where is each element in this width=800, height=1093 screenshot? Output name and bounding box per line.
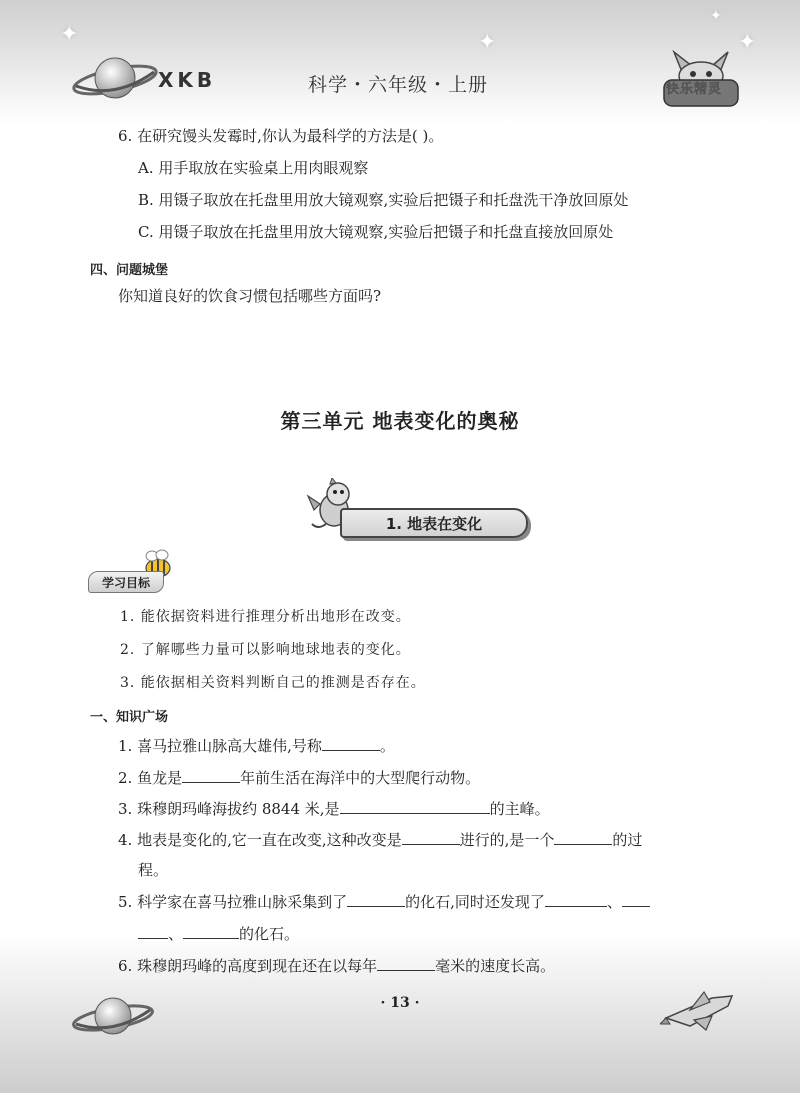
answer-blank[interactable]	[402, 830, 460, 845]
question-text: 5. 科学家在喜马拉雅山脉采集到了	[118, 893, 348, 911]
question-text: 6. 珠穆朗玛峰的高度到现在还在以每年	[118, 957, 378, 975]
section-1-heading: 一、知识广场	[90, 710, 169, 725]
fill-question-5	[118, 891, 650, 912]
question-text: 的过	[612, 831, 643, 849]
page-number: · 13 ·	[380, 995, 420, 1011]
question-text: 4. 地表是变化的,它一直在改变,这种改变是	[118, 831, 402, 849]
space-shuttle-icon	[660, 988, 740, 1034]
section-4-question: 你知道良好的饮食习惯包括哪些方面吗?	[118, 287, 382, 305]
answer-blank[interactable]	[138, 924, 168, 939]
question-text: 、	[168, 925, 184, 943]
question-text: 2. 鱼龙是	[118, 769, 183, 787]
answer-blank[interactable]	[377, 956, 435, 971]
question-6-stem: 6. 在研究馒头发霉时,你认为最科学的方法是( )。	[118, 127, 444, 145]
lesson-title: 1. 地表在变化	[385, 515, 483, 533]
question-text: 年前生活在海洋中的大型爬行动物。	[240, 769, 481, 787]
logo-text: 快乐精灵	[666, 82, 723, 97]
brand-label: XKB	[158, 68, 217, 92]
question-text: 的主峰。	[489, 800, 550, 818]
question-text: 。	[379, 737, 395, 755]
option-c: C. 用镊子取放在托盘里用放大镜观察,实验后把镊子和托盘直接放回原处	[138, 223, 614, 241]
question-text: 1. 喜马拉雅山脉高大雄伟,号称	[118, 737, 322, 755]
question-text: 3. 珠穆朗玛峰海拔约 8844 米,是	[118, 800, 340, 818]
unit-title: 第三单元 地表变化的奥秘	[280, 409, 520, 433]
answer-blank[interactable]	[340, 799, 490, 814]
answer-blank[interactable]	[545, 892, 607, 907]
learning-goals-tag	[88, 571, 164, 593]
question-text: 的化石。	[239, 925, 300, 943]
answer-blank[interactable]	[554, 830, 612, 845]
question-text: 毫米的速度长高。	[435, 957, 556, 975]
fill-question-5-cont	[138, 923, 299, 944]
planet-icon	[70, 50, 160, 106]
answer-blank[interactable]	[322, 736, 380, 751]
fill-question-4	[118, 829, 642, 850]
question-text: 程。	[138, 861, 169, 879]
fill-question-3	[118, 798, 550, 819]
star-icon: ✦	[710, 8, 722, 24]
fill-question-1	[118, 735, 395, 756]
star-icon: ✦	[478, 30, 497, 55]
fill-question-6	[118, 955, 555, 976]
option-b: B. 用镊子取放在托盘里用放大镜观察,实验后把镊子和托盘洗干净放回原处	[138, 191, 629, 209]
fill-question-2	[118, 767, 480, 788]
planet-icon	[68, 992, 158, 1042]
lesson-banner	[340, 508, 528, 538]
goal-item: 2. 了解哪些力量可以影响地球地表的变化。	[120, 642, 411, 658]
star-icon: ✦	[738, 30, 757, 55]
answer-blank[interactable]	[182, 768, 240, 783]
section-4-heading: 四、问题城堡	[90, 263, 169, 278]
learning-goals-label: 学习目标	[101, 576, 150, 590]
question-text: 、	[606, 893, 622, 911]
question-text: 进行的,是一个	[459, 831, 555, 849]
answer-blank[interactable]	[622, 892, 650, 907]
answer-blank[interactable]	[347, 892, 405, 907]
question-text: 的化石,同时还发现了	[405, 893, 545, 911]
star-icon: ✦	[60, 22, 79, 47]
answer-blank[interactable]	[183, 924, 239, 939]
goal-item: 3. 能依据相关资料判断自己的推测是否存在。	[120, 675, 426, 691]
goal-item: 1. 能依据资料进行推理分析出地形在改变。	[120, 609, 411, 625]
book-title: 科学・六年级・上册	[308, 74, 489, 96]
option-a: A. 用手取放在实验桌上用肉眼观察	[138, 159, 369, 177]
